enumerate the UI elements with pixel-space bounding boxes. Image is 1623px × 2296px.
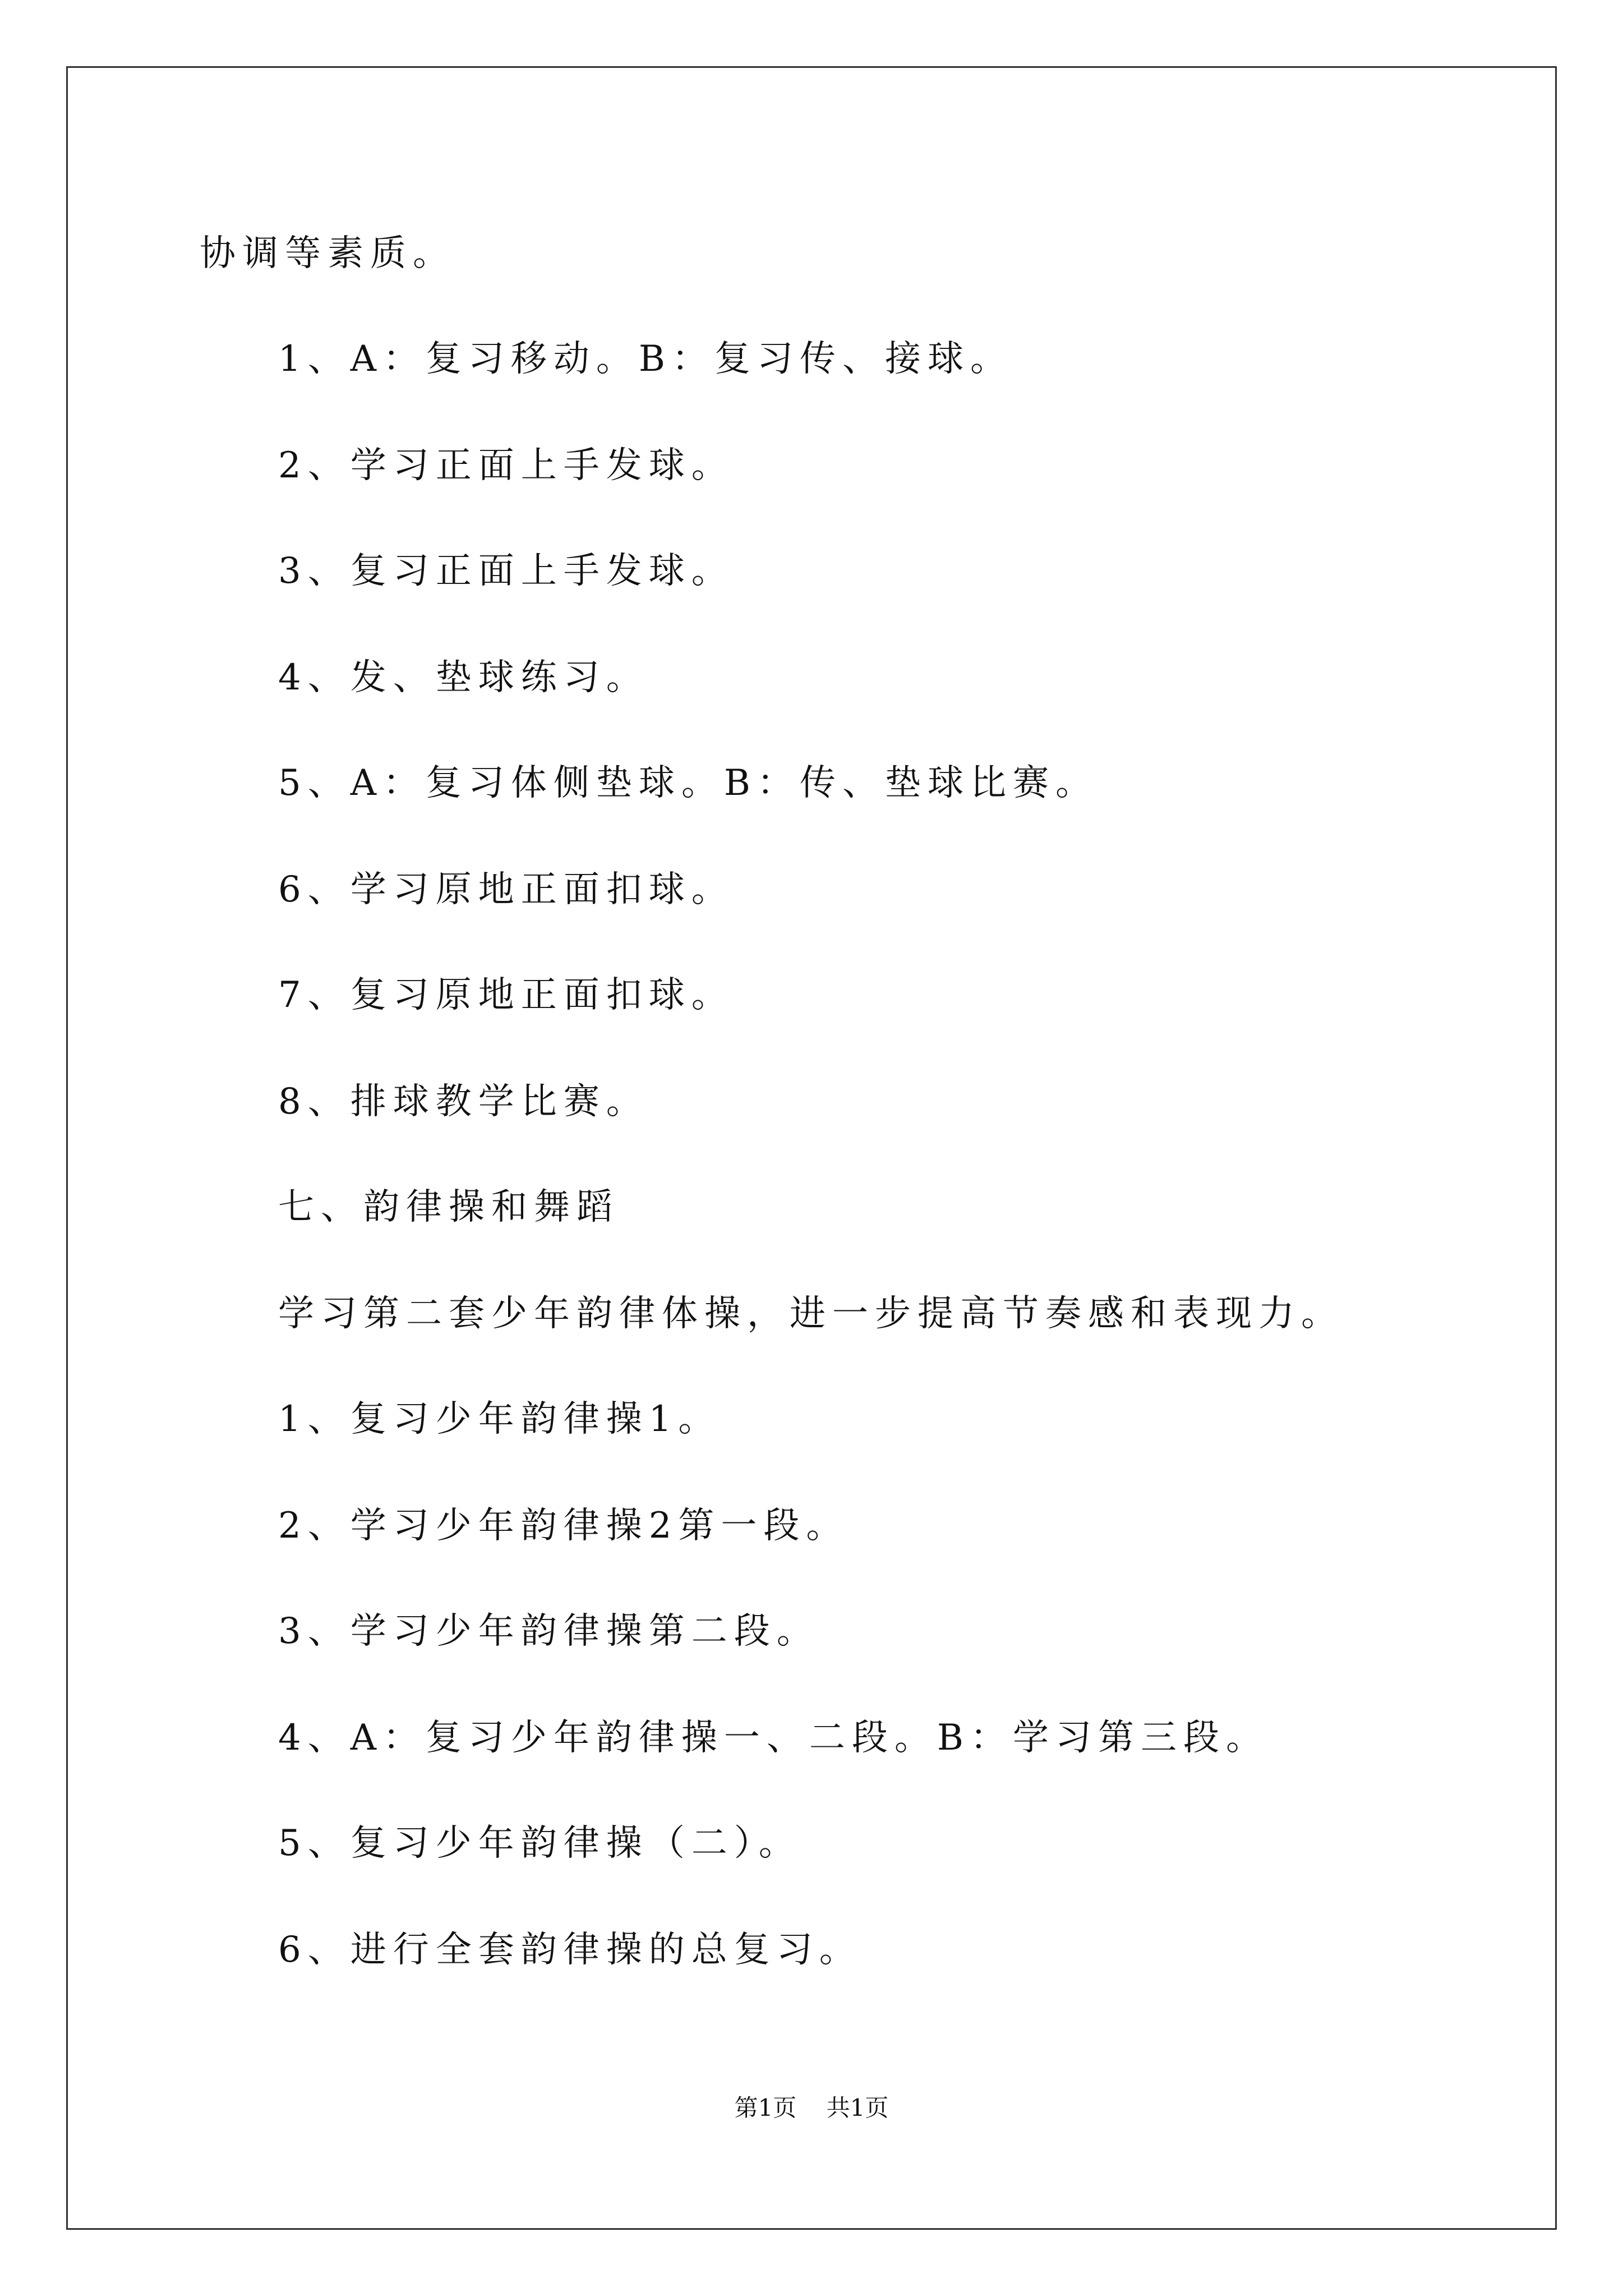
text-line: 1、A：复习移动。B：复习传、接球。 bbox=[278, 338, 1013, 380]
text-line: 7、复习原地正面扣球。 bbox=[278, 974, 734, 1016]
text-line: 5、复习少年韵律操（二）。 bbox=[278, 1823, 801, 1864]
section-heading: 七、韵律操和舞蹈 bbox=[278, 1186, 619, 1228]
text-line: 4、发、垫球练习。 bbox=[278, 657, 649, 698]
page-footer: 第1页 共1页 bbox=[734, 2094, 889, 2122]
text-line: 6、进行全套韵律操的总复习。 bbox=[278, 1929, 862, 1971]
text-line: 2、学习正面上手发球。 bbox=[278, 445, 734, 486]
text-line: 8、排球教学比赛。 bbox=[278, 1081, 649, 1122]
text-line: 3、复习正面上手发球。 bbox=[278, 550, 734, 592]
text-line: 3、学习少年韵律操第二段。 bbox=[278, 1611, 819, 1652]
text-line: 4、A：复习少年韵律操一、二段。B：学习第三段。 bbox=[278, 1717, 1269, 1759]
text-line: 6、学习原地正面扣球。 bbox=[278, 869, 734, 910]
text-line: 协调等素质。 bbox=[200, 233, 455, 274]
text-line: 1、复习少年韵律操1。 bbox=[278, 1398, 721, 1440]
text-line: 5、A：复习体侧垫球。B：传、垫球比赛。 bbox=[278, 762, 1098, 804]
text-line: 学习第二套少年韵律体操，进一步提高节奏感和表现力。 bbox=[278, 1293, 1344, 1335]
text-line: 2、学习少年韵律操2第一段。 bbox=[278, 1505, 849, 1547]
